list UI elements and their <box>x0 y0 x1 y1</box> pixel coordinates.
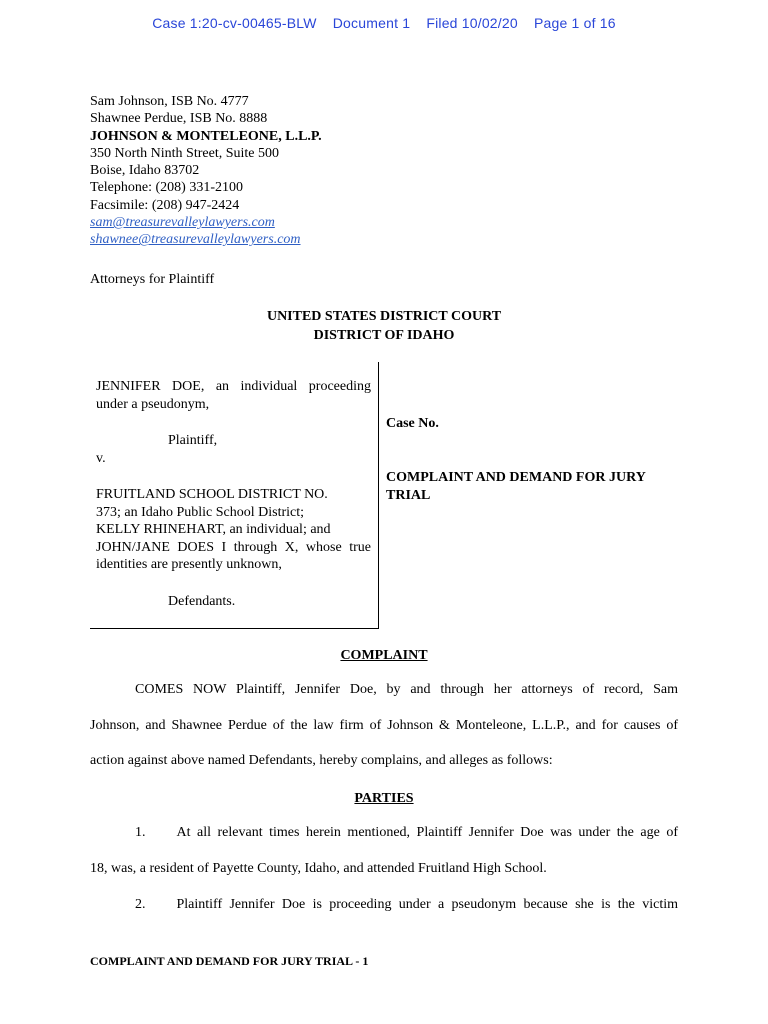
plaintiff-name: JENNIFER DOE, an individual proceeding under a pseudonym, <box>96 379 371 412</box>
address-line-1: 350 North Ninth Street, Suite 500 <box>90 145 279 161</box>
court-name: UNITED STATES DISTRICT COURT <box>266 309 502 324</box>
parties-heading: PARTIES <box>354 791 414 806</box>
defendant-role: Defendants. <box>168 594 236 609</box>
filing-stamp <box>0 15 768 31</box>
case-number-stamp: Case 1:20-cv-00465-BLW <box>152 15 317 31</box>
paragraph-2: 2. Plaintiff Jennifer Doe is proceeding under a pseudonym because she is the victim <box>135 897 678 912</box>
attorney-block <box>90 93 322 249</box>
plaintiff-role: Plaintiff, <box>168 433 218 448</box>
document-number-stamp: Document 1 <box>332 15 411 31</box>
defendants-names: FRUITLAND SCHOOL DISTRICT NO. 373; an Idaho Public School District; KELLY RHINEHART, an individual; and JOHN/JANE DOES I through X, whose true identities are presently unknown, <box>96 487 371 572</box>
case-caption-parties <box>90 362 379 629</box>
complaint-heading: COMPLAINT <box>340 648 428 663</box>
case-number-label: Case No. <box>386 416 439 431</box>
court-district: DISTRICT OF IDAHO <box>313 328 455 343</box>
address-line-2: Boise, Idaho 83702 <box>90 163 200 179</box>
paragraph-2-number: 2. <box>135 897 146 912</box>
email-link-sam[interactable]: sam@treasurevalleylawyers.com <box>90 215 275 231</box>
paragraph-1: 1. At all relevant times herein mentioned, Plaintiff Jennifer Doe was under the age of 18, was, a resident of Payette County, Idaho, and attended Fruitland High School. <box>90 825 678 876</box>
attorney-line-2: Shawnee Perdue, ISB No. 8888 <box>90 111 268 127</box>
filed-date-stamp: Filed 10/02/20 <box>426 15 518 31</box>
telephone: Telephone: (208) 331-2100 <box>90 180 243 196</box>
firm-name: JOHNSON & MONTELEONE, L.L.P. <box>90 128 322 144</box>
court-heading <box>0 307 768 345</box>
paragraph-1-number: 1. <box>135 825 146 840</box>
page-count-stamp: Page 1 of 16 <box>533 15 616 31</box>
page-footer: COMPLAINT AND DEMAND FOR JURY TRIAL - 1 <box>90 954 369 968</box>
attorneys-for-plaintiff: Attorneys for Plaintiff <box>90 272 215 287</box>
intro-paragraph: COMES NOW Plaintiff, Jennifer Doe, by and through her attorneys of record, Sam Johnson, and Shawnee Perdue of the law firm of Johnson & Monteleone, L.L.P., and for causes of action against above named Defendants, hereby complains, and alleges as follows: <box>90 682 678 768</box>
attorney-line-1: Sam Johnson, ISB No. 4777 <box>90 94 249 109</box>
versus-label: v. <box>96 451 106 466</box>
facsimile: Facsimile: (208) 947-2424 <box>90 197 240 213</box>
document-title: COMPLAINT AND DEMAND FOR JURY TRIAL <box>386 470 646 503</box>
email-link-shawnee[interactable]: shawnee@treasurevalleylawyers.com <box>90 232 301 248</box>
